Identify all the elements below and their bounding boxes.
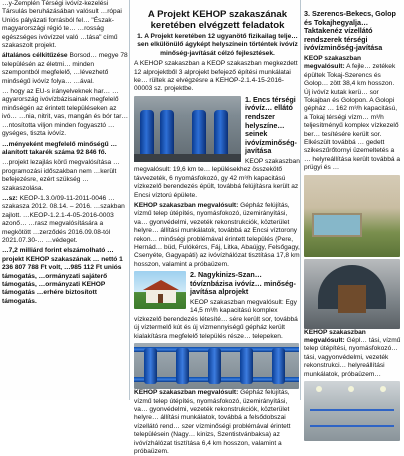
- directive-paragraph: … hogy az EU-s irányelveknek har… …agyarország ivóvízbázisainak megfelelő minőségén az érintett településeken az ivó… …nia, nitrit, vas, mangán és bór tar… …ntosította viljon minden fogyasztó …gységes, tiszta ivóvíz.: [2, 88, 129, 138]
- column-divider: [300, 0, 301, 400]
- subproject2-kehop-text: Gépház felújítás, vízmű telep útépítés, nyomásfokozó, üzemirányítási, va… gyonvédelmi, vezeték rekonstrukciók, közterület helyre… állítási munkálatok, továbbá a felsődobszai vízellátó rend… szer vízminőségi problémával érintett településein (Nagy… kinizs, Szentistvánbaksa) az ivóvízhálózat tisztítása 6,4 km hosszon, valamint a próbaüzem.: [134, 389, 291, 455]
- photo-pump-house: [134, 271, 186, 309]
- id-paragraph: [2, 195, 129, 245]
- subproject3-kehop-label: KEHOP szakaszban megvalósult:: [304, 328, 366, 345]
- subproject2-kehop: [134, 389, 301, 456]
- subproject3-kehop: [304, 329, 402, 379]
- subproject3-kehop-text: Gépl… tási, vízmű telep útépítési, nyomásfokozó… tási, vagyonvédelmi, vezeték rekonstrukci… helyreállítási munkálatok, próbaüzem…: [304, 337, 401, 378]
- photo-blue-filter-tanks: [134, 96, 241, 162]
- column-divider: [129, 0, 130, 400]
- result-paragraph: …ményeként megfelelő minőségű …alanított takarék száma 92 846 fő.: [2, 140, 118, 156]
- section-title: [134, 10, 301, 31]
- intro-paragraph: …y-Zemplén Térségi ivóvíz-kezelési Társulás beruházásában valósult …rópai Uniós pályázati forrásból fel… "Észak-magyarországi régió te… …rosság egészséges ivóvízzel való …tása" című szakaszolt projekt.: [2, 0, 122, 50]
- subproject3-keop: [304, 55, 402, 173]
- subproject3-title: 3. Szerencs-Bekecs, Golop és Tokajhegyalja… Taktakenéz vízellátó rendszerek térségi ivóvízminőség-javítása: [304, 9, 396, 53]
- section1-body: A KEHOP szakaszban a KEOP szakaszban megkezdett 12 alprojektből 3 alprojekt befejező építési munkálatai ke… rültek az elvégzésre a KEHOP-2.1.4-15-2016-00003 sz. projektbe.: [134, 60, 298, 93]
- phasing-paragraph: …projekt lezajlás körű megvalósítása …programozási időszakban nem …került befejezésre, ezért szükség …szakaszolása.: [2, 159, 120, 192]
- photo-pipework: [134, 343, 299, 389]
- objective-text: Borsod… megye 78 településén az életmi… minden szempontból megfelelő, …lévezhető minőségű ivóvíz folya… …ával.: [2, 52, 128, 85]
- section-title-line2: keretében elvégzett feladatok: [150, 19, 285, 31]
- budget-paragraph: …7,2 milliárd forint elszámolható …projekt KEHOP szakaszának … nettó 1 236 807 788 Ft volt, …985 112 Ft uniós támogatás, …ormányzati sajáterő támogatás, …ormányzati KEHOP támogatás …erhére biztosított támogatás.: [2, 247, 123, 305]
- photo-treatment-basin: [304, 175, 400, 257]
- subproject2-kehop-label: KEHOP szakaszban megvalósult:: [134, 389, 239, 397]
- subproject2-title: 2. Nagykinizs-Szan… tóvíznbázisa ivóvíz… minőség-javítása alprojekt: [190, 270, 296, 297]
- subproject3-keop-label: KEOP szakaszban megvalósult:: [304, 54, 362, 71]
- photo-well-house: [304, 259, 400, 329]
- subproject1-keop: KEOP szakaszban megvalósult: 19,6 km te… lepülésekhez összekötő távvezeték, 6 nyomásfokozó, gy 42 m³/h kapacitású vízkezelő berendezés épült, továbbá felújításra került az Encsi víztorú épülete.: [134, 158, 300, 199]
- objective-label: általános célkitűzése: [2, 52, 68, 60]
- subproject1-kehop: [134, 202, 301, 269]
- subproject1-kehop-text: Gépház felújítás, vízmű telep útépítés, nyomásfokozó, üzemirányítási, va… gyonvédelmi, vezeték rekonstrukciók, közterület helyre… állítási munkálatok, továbbá az Encsi víztorony rekon… minőségi problémával érintett település (Pere, Hernád… büd, Fulókércs, Fáj, Litka, Abaújgy, Felsőgagy, Csenyéte, Gagyapáti) az ivóvízhálózat tisztítása 17,8 km hosszon, valamint a próbaüzem.: [134, 202, 300, 268]
- objective-paragraph: [2, 52, 129, 86]
- subproject1-kehop-label: KEHOP szakaszban megvalósult:: [134, 202, 239, 210]
- column-subproject3: [302, 0, 404, 400]
- subproject2-keop: KEOP szakaszban megvalósult: Egy 14,5 m³/h kapacitású komplex vízkezelő berendezés létesíté… sére került sor, továbbá új víztermelő kút és új vízmennyiségű gépház került kialakításra megfelelő település része… telepeken.: [134, 299, 298, 340]
- subproject1-title: 1. Encs térségi ivóvíz… ellátó rendszer helyszíne… seinek ivóvízminőség-javítása: [245, 94, 297, 156]
- photo-reservoir-interior: [304, 381, 400, 441]
- column-tasks: [131, 0, 304, 455]
- subproject3-keop-text: A fejle… zetékek épültek Tokaj-Szerencs és Golop… zött 38,4 km hosszon. Új ivóvíz kutak kerü… sor Tokajban és Golopon. A Golopi gépház … 162 m³/h kapacitású, a Tokaj térségi vízm… m³/h teljesítményű komplex vízkezelő ber… tesítésére került sor. Elkészült továbbá … gedett szikeszűrőtornyi üzemeltetés a … helyreállítása került továbbá a prügyi és …: [304, 63, 401, 172]
- id-label: …sz:: [2, 194, 18, 202]
- section1-heading: 1. A Projekt keretében 12 ugyanötő fizikailag telje… sen elkülönülő ágyképt helyszínein történtek ivóvíz minőség-javítását célzó fejlesztések.: [137, 33, 298, 57]
- id-text: KEOP-1.3.0/09-11-2011-0046 … szakasza 2012. 08.14. – 2016. …szakban zajlott. …KEOP-1.2.1-4-05-2016-0003 azonő… …rasz megvalósítására a megkötött …zerződés 2016.09.08-tól 2021.07.30-… …védeget.: [2, 194, 125, 244]
- column-intro: [0, 0, 131, 400]
- section-title-line1: A Projekt KEHOP szakaszának: [147, 9, 288, 20]
